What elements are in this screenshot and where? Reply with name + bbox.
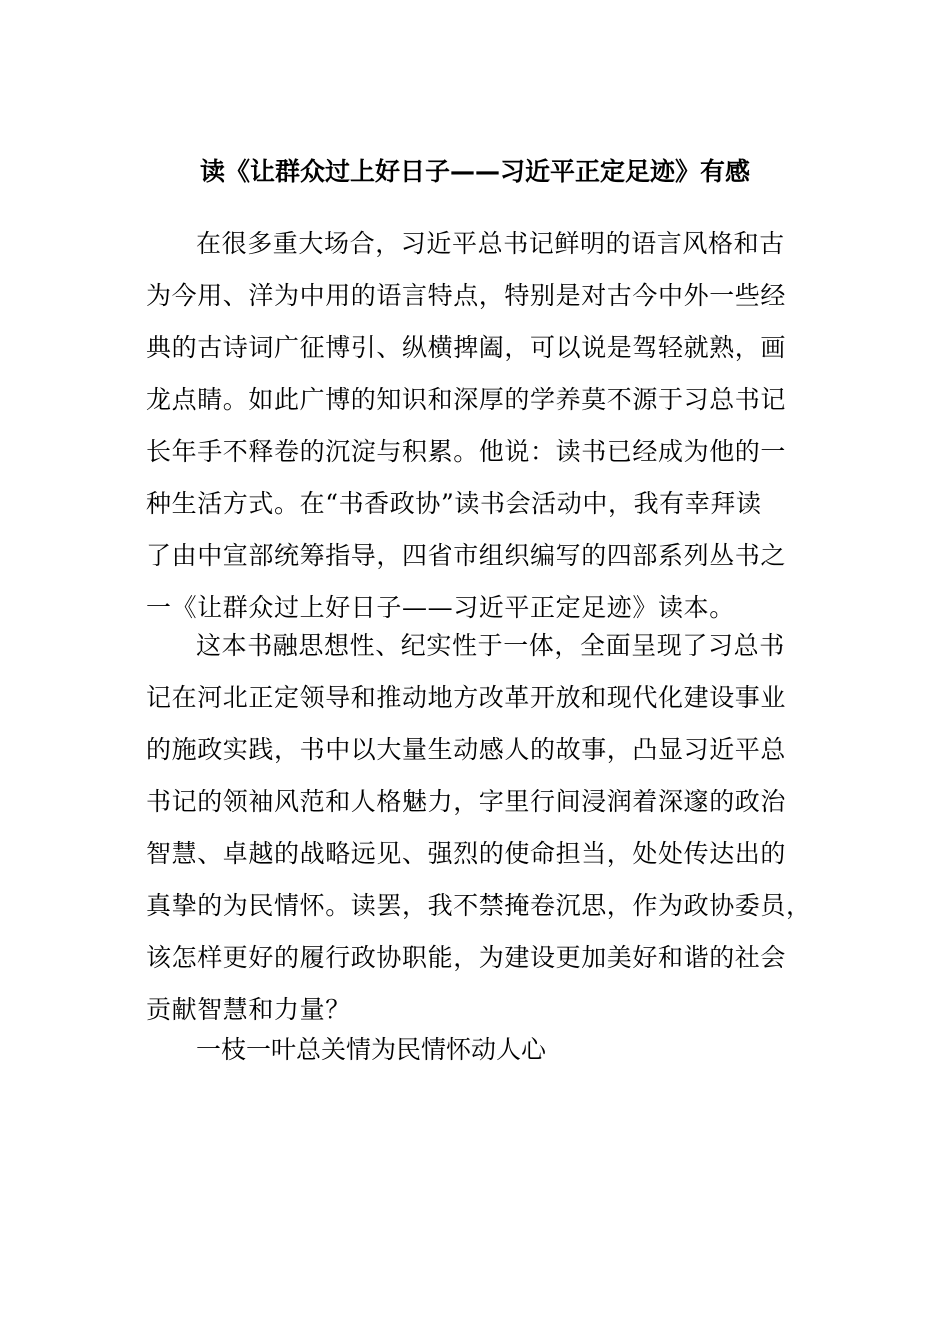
paragraph-line: 长年手不释卷的沉淀与积累。他说：读书已经成为他的一 [146,437,787,466]
paragraph-line: 书记的领袖风范和人格魅力，字里行间浸润着深邃的政治 [146,787,787,816]
paragraph-line: 龙点睛。如此广博的知识和深厚的学养莫不源于习总书记 [146,385,787,414]
document-title: 读《让群众过上好日子——习近平正定足迹》有感 [199,157,750,186]
paragraph-1 [146,218,806,634]
paragraph-line: 典的古诗词广征博引、纵横捭阖，可以说是驾轻就熟，画 [146,333,787,362]
section-subheading: 一枝一叶总关情为民情怀动人心 [196,1035,547,1064]
paragraph-line: 智慧、卓越的战略远见、强烈的使命担当，处处传达出的 [146,839,787,868]
paragraph-2 [146,620,812,1036]
paragraph-line: 记在河北正定领导和推动地方改革开放和现代化建设事业 [146,683,787,712]
paragraph-line: 真挚的为民情怀。读罢，我不禁掩卷沉思，作为政协委员， [146,891,812,920]
paragraph-line: 一《让群众过上好日子——习近平正定足迹》读本。 [146,593,735,622]
paragraph-line: 这本书融思想性、纪实性于一体，全面呈现了习总书 [196,631,785,660]
paragraph-line: 贡献智慧和力量？ [146,995,351,1024]
paragraph-line: 的施政实践，书中以大量生动感人的故事，凸显习近平总 [146,735,787,764]
paragraph-line: 为今用、洋为中用的语言特点，特别是对古今中外一些经 [146,281,787,310]
paragraph-line: 该怎样更好的履行政协职能，为建设更加美好和谐的社会 [146,943,787,972]
paragraph-line: 在很多重大场合，习近平总书记鲜明的语言风格和古 [196,229,785,258]
paragraph-line: 了由中宣部统筹指导，四省市组织编写的四部系列丛书之 [146,541,787,570]
paragraph-line: 种生活方式。在“书香政协”读书会活动中，我有幸拜读 [146,489,762,518]
